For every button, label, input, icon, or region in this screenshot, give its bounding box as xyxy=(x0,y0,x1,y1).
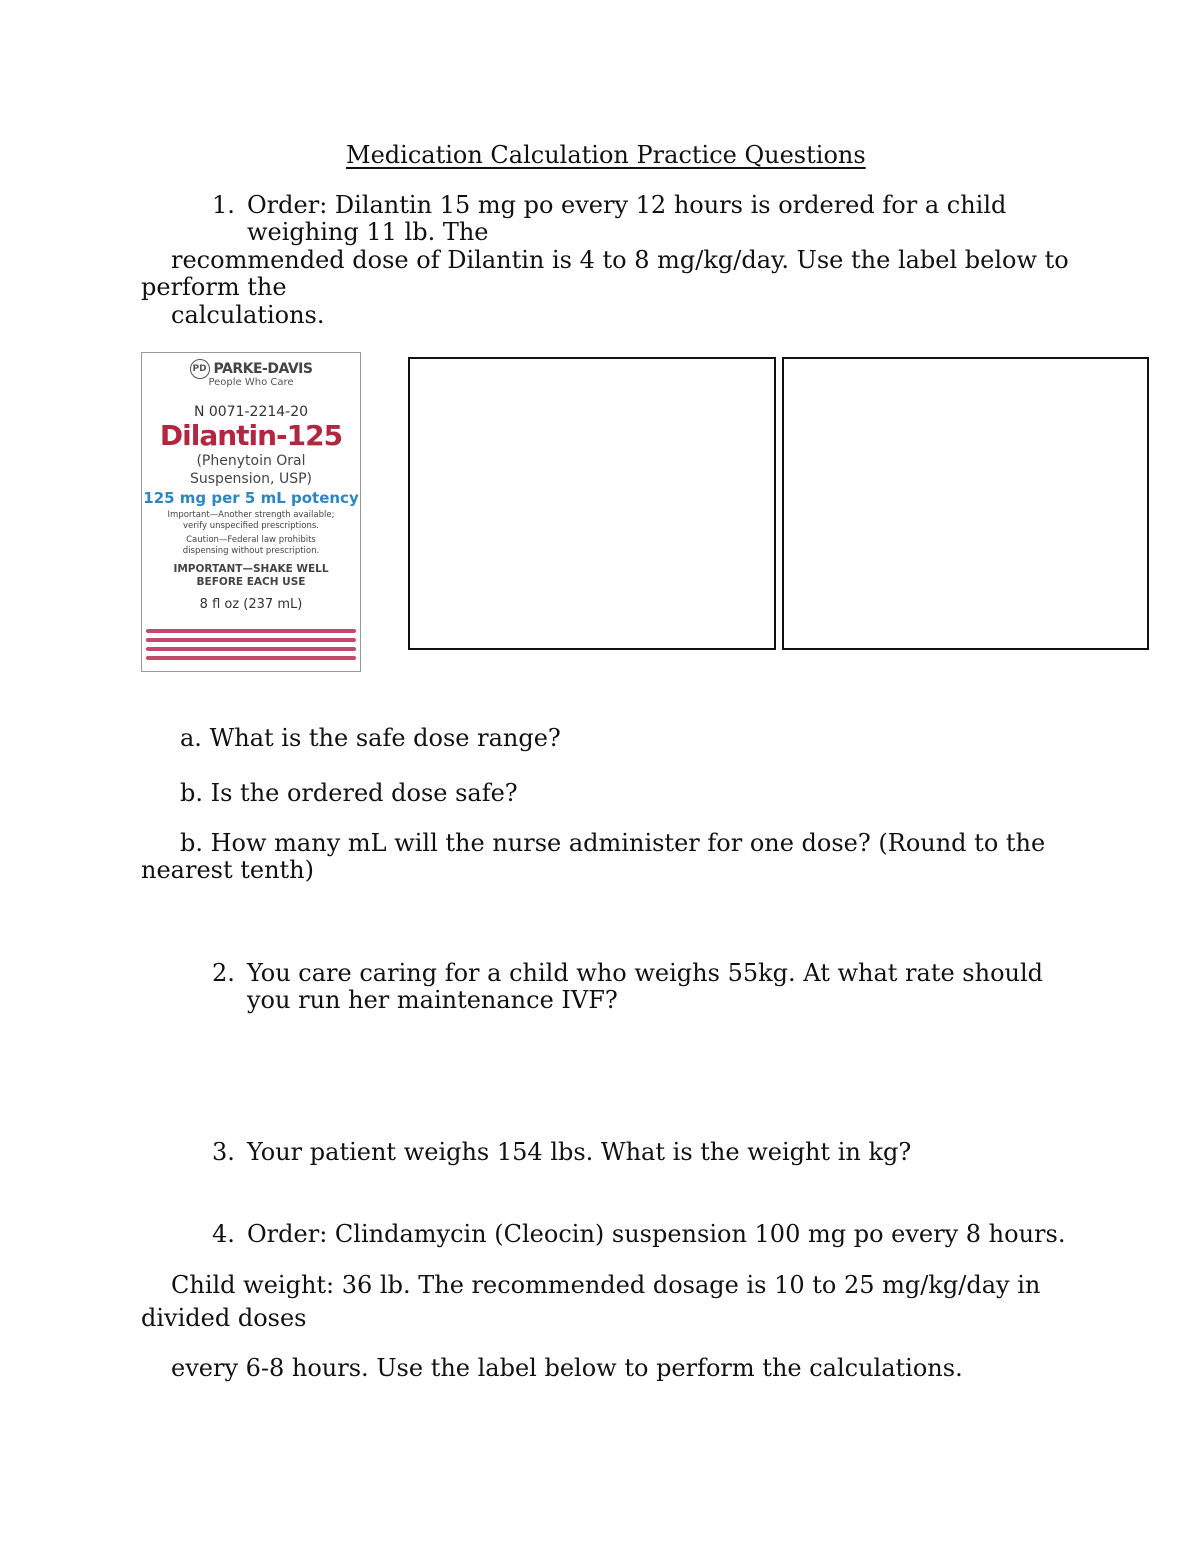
caution-note-line-1: Caution—Federal law prohibits xyxy=(186,535,316,545)
question-2-line-1 xyxy=(212,960,1043,987)
page-title: Medication Calculation Practice Questions xyxy=(346,141,866,169)
parke-davis-logo-icon: PD xyxy=(190,359,210,379)
shake-warning-line-1: IMPORTANT—SHAKE WELL xyxy=(173,563,329,575)
question-4-line-1 xyxy=(212,1221,1065,1248)
question-4-line-2: Child weight: 36 lb. The recommended dosage is 10 to 25 mg/kg/day in xyxy=(171,1271,1041,1299)
label-stripes xyxy=(146,629,356,665)
manufacturer-tagline: People Who Care xyxy=(208,377,294,388)
important-note-line-1: Important—Another strength available; xyxy=(167,510,335,520)
question-3-number: 3. xyxy=(212,1138,235,1166)
question-2-line-2: you run her maintenance IVF? xyxy=(247,986,618,1014)
question-4-number: 4. xyxy=(212,1220,235,1248)
brand-name: Dilantin-125 xyxy=(159,419,343,452)
question-1c-line-1: b. How many mL will the nurse administer for one dose? (Round to the xyxy=(180,829,1046,857)
question-1b: b. Is the ordered dose safe? xyxy=(180,779,518,807)
question-1a: a. What is the safe dose range? xyxy=(180,724,561,752)
manufacturer-name: PARKE-DAVIS xyxy=(213,361,313,377)
question-1-line-1 xyxy=(212,192,1006,219)
important-note xyxy=(142,510,360,532)
stripe xyxy=(146,629,356,633)
shake-warning-line-2: BEFORE EACH USE xyxy=(196,576,306,588)
ndc-number: N 0071-2214-20 xyxy=(193,404,309,420)
question-1-number: 1. xyxy=(212,191,235,219)
question-4-text-1: Order: Clindamycin (Cleocin) suspension 100 mg po every 8 hours. xyxy=(247,1220,1066,1248)
question-3-line-1 xyxy=(212,1139,911,1166)
question-3-text-1: Your patient weighs 154 lbs. What is the weight in kg? xyxy=(247,1138,912,1166)
caution-note xyxy=(142,535,360,557)
generic-name-line-1: (Phenytoin Oral xyxy=(196,453,306,469)
question-1-line-5: calculations. xyxy=(171,301,325,329)
question-2-text-1: You care caring for a child who weighs 55kg. At what rate should xyxy=(247,959,1044,987)
question-4-line-4: every 6-8 hours. Use the label below to perform the calculations. xyxy=(171,1354,963,1382)
question-2-number: 2. xyxy=(212,959,235,987)
question-1-text-1: Order: Dilantin 15 mg po every 12 hours is ordered for a child xyxy=(247,191,1007,219)
caution-note-line-2: dispensing without prescription. xyxy=(182,546,320,556)
volume: 8 fl oz (237 mL) xyxy=(199,597,303,612)
question-1c-line-2: nearest tenth) xyxy=(141,856,315,884)
question-1-line-4: perform the xyxy=(141,273,287,301)
work-box-2 xyxy=(782,357,1149,650)
stripe xyxy=(146,656,356,660)
shake-warning xyxy=(142,563,360,589)
question-1-line-3: recommended dose of Dilantin is 4 to 8 mg/kg/day. Use the label below to xyxy=(171,246,1069,274)
generic-name-line-2: Suspension, USP) xyxy=(190,471,312,487)
question-1-line-2: weighing 11 lb. The xyxy=(247,218,489,246)
stripe xyxy=(146,638,356,642)
important-note-line-2: verify unspecified prescriptions. xyxy=(183,521,319,531)
dilantin-label-image xyxy=(141,352,361,672)
potency: 125 mg per 5 mL potency xyxy=(143,489,359,507)
stripe xyxy=(146,647,356,651)
work-box-1 xyxy=(408,357,776,650)
manufacturer-row xyxy=(142,359,360,379)
question-4-line-3: divided doses xyxy=(141,1304,307,1332)
